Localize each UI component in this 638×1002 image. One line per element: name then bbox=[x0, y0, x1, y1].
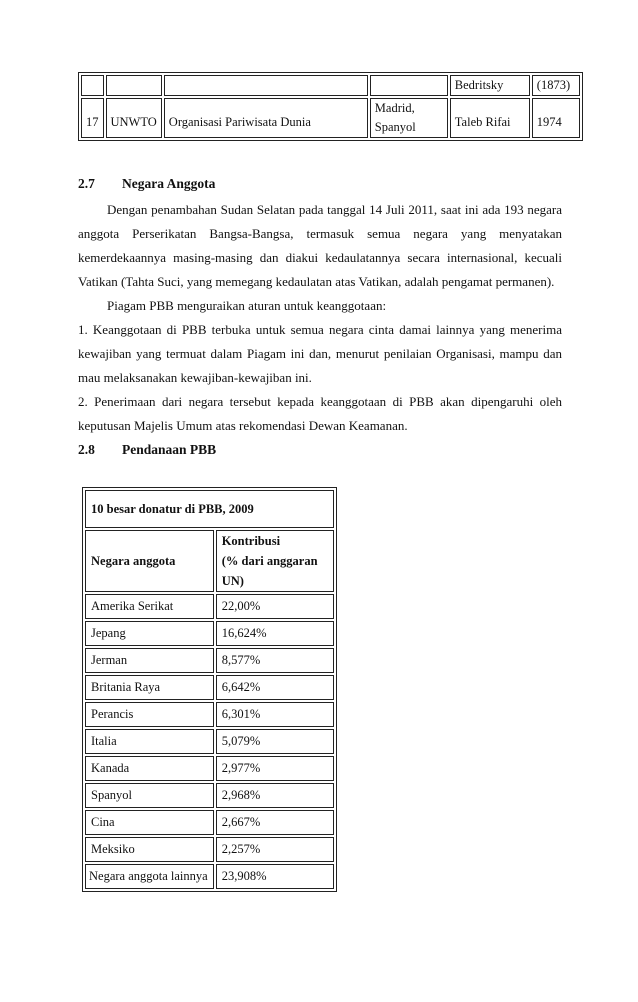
contribution-cell: 6,301% bbox=[216, 702, 334, 727]
section-number: 2.7 bbox=[78, 176, 95, 191]
country-cell: Cina bbox=[85, 810, 214, 835]
list-item: 2. Penerimaan dari negara tersebut kepada keanggotaan di PBB akan dipengaruhi oleh bbox=[78, 394, 562, 409]
organizations-table bbox=[78, 72, 583, 141]
table-row bbox=[85, 756, 334, 781]
table-cell bbox=[106, 75, 162, 96]
paragraph-line: anggota Perserikatan Bangsa-Bangsa, termasuk semua negara yang menyatakan bbox=[78, 226, 562, 241]
column-header-country: Negara anggota bbox=[85, 530, 214, 592]
table-row bbox=[85, 810, 334, 835]
country-cell: Spanyol bbox=[85, 783, 214, 808]
table-row bbox=[85, 594, 334, 619]
table-cell: (1873) bbox=[532, 75, 580, 96]
contribution-cell: 2,257% bbox=[216, 837, 334, 862]
paragraph-line: Piagam PBB menguraikan aturan untuk keanggotaan: bbox=[107, 298, 387, 313]
org-code: UNWTO bbox=[106, 98, 162, 138]
country-cell: Perancis bbox=[85, 702, 214, 727]
table-cell bbox=[81, 75, 104, 96]
header-line: (% dari anggaran bbox=[221, 554, 318, 568]
table-row bbox=[81, 98, 580, 138]
table-caption: 10 besar donatur di PBB, 2009 bbox=[85, 490, 334, 528]
paragraph-line: kemerdekaannya masing-masing dan diakui kedaulatannya secara internasional, kecuali bbox=[78, 250, 562, 265]
org-year: 1974 bbox=[532, 98, 580, 138]
country-cell: Meksiko bbox=[85, 837, 214, 862]
section-title: Negara Anggota bbox=[122, 176, 216, 191]
contribution-cell: 2,667% bbox=[216, 810, 334, 835]
contribution-cell: 16,624% bbox=[216, 621, 334, 646]
table-row bbox=[85, 729, 334, 754]
table-row bbox=[85, 648, 334, 673]
org-name: Organisasi Pariwisata Dunia bbox=[164, 98, 368, 138]
contribution-cell: 23,908% bbox=[216, 864, 334, 889]
hq-city: Madrid, bbox=[374, 101, 415, 115]
row-number: 17 bbox=[81, 98, 104, 138]
contribution-cell: 6,642% bbox=[216, 675, 334, 700]
paragraph-line: keputusan Majelis Umum atas rekomendasi Dewan Keamanan. bbox=[78, 418, 408, 433]
header-line: Kontribusi bbox=[221, 534, 281, 548]
header-line: UN) bbox=[221, 574, 244, 588]
table-row bbox=[81, 75, 580, 96]
table-cell bbox=[370, 75, 448, 96]
table-row bbox=[85, 783, 334, 808]
org-headquarters bbox=[370, 98, 448, 138]
paragraph-line: Vatikan (Tahta Suci, yang memegang kedaulatan atas Vatikan, adalah pengamat permanen). bbox=[78, 274, 555, 289]
country-cell: Italia bbox=[85, 729, 214, 754]
table-row bbox=[85, 702, 334, 727]
country-cell: Amerika Serikat bbox=[85, 594, 214, 619]
country-cell: Negara anggota lainnya bbox=[85, 864, 214, 889]
country-cell: Britania Raya bbox=[85, 675, 214, 700]
contribution-cell: 22,00% bbox=[216, 594, 334, 619]
donor-table bbox=[82, 487, 337, 892]
org-head: Taleb Rifai bbox=[450, 98, 530, 138]
contribution-cell: 8,577% bbox=[216, 648, 334, 673]
contribution-cell: 5,079% bbox=[216, 729, 334, 754]
table-cell: Bedritsky bbox=[450, 75, 530, 96]
country-cell: Kanada bbox=[85, 756, 214, 781]
country-cell: Jepang bbox=[85, 621, 214, 646]
column-header-contribution bbox=[216, 530, 334, 592]
contribution-cell: 2,968% bbox=[216, 783, 334, 808]
country-cell: Jerman bbox=[85, 648, 214, 673]
table-row bbox=[85, 621, 334, 646]
table-cell bbox=[164, 75, 368, 96]
contribution-cell: 2,977% bbox=[216, 756, 334, 781]
section-number: 2.8 bbox=[78, 442, 95, 457]
paragraph-line: mau melaksanakan kewajiban-kewajiban ini. bbox=[78, 370, 312, 385]
table-caption-row bbox=[85, 490, 334, 528]
table-row bbox=[85, 675, 334, 700]
table-header-row bbox=[85, 530, 334, 592]
hq-country: Spanyol bbox=[374, 120, 416, 134]
table-row bbox=[85, 837, 334, 862]
section-title: Pendanaan PBB bbox=[122, 442, 217, 457]
list-item: 1. Keanggotaan di PBB terbuka untuk semua negara cinta damai lainnya yang menerima bbox=[78, 322, 562, 337]
paragraph-line: kewajiban yang termuat dalam Piagam ini dan, menurut penilaian Organisasi, mampu dan bbox=[78, 346, 562, 361]
paragraph-line: Dengan penambahan Sudan Selatan pada tanggal 14 Juli 2011, saat ini ada 193 negara bbox=[107, 202, 562, 217]
table-row bbox=[85, 864, 334, 889]
